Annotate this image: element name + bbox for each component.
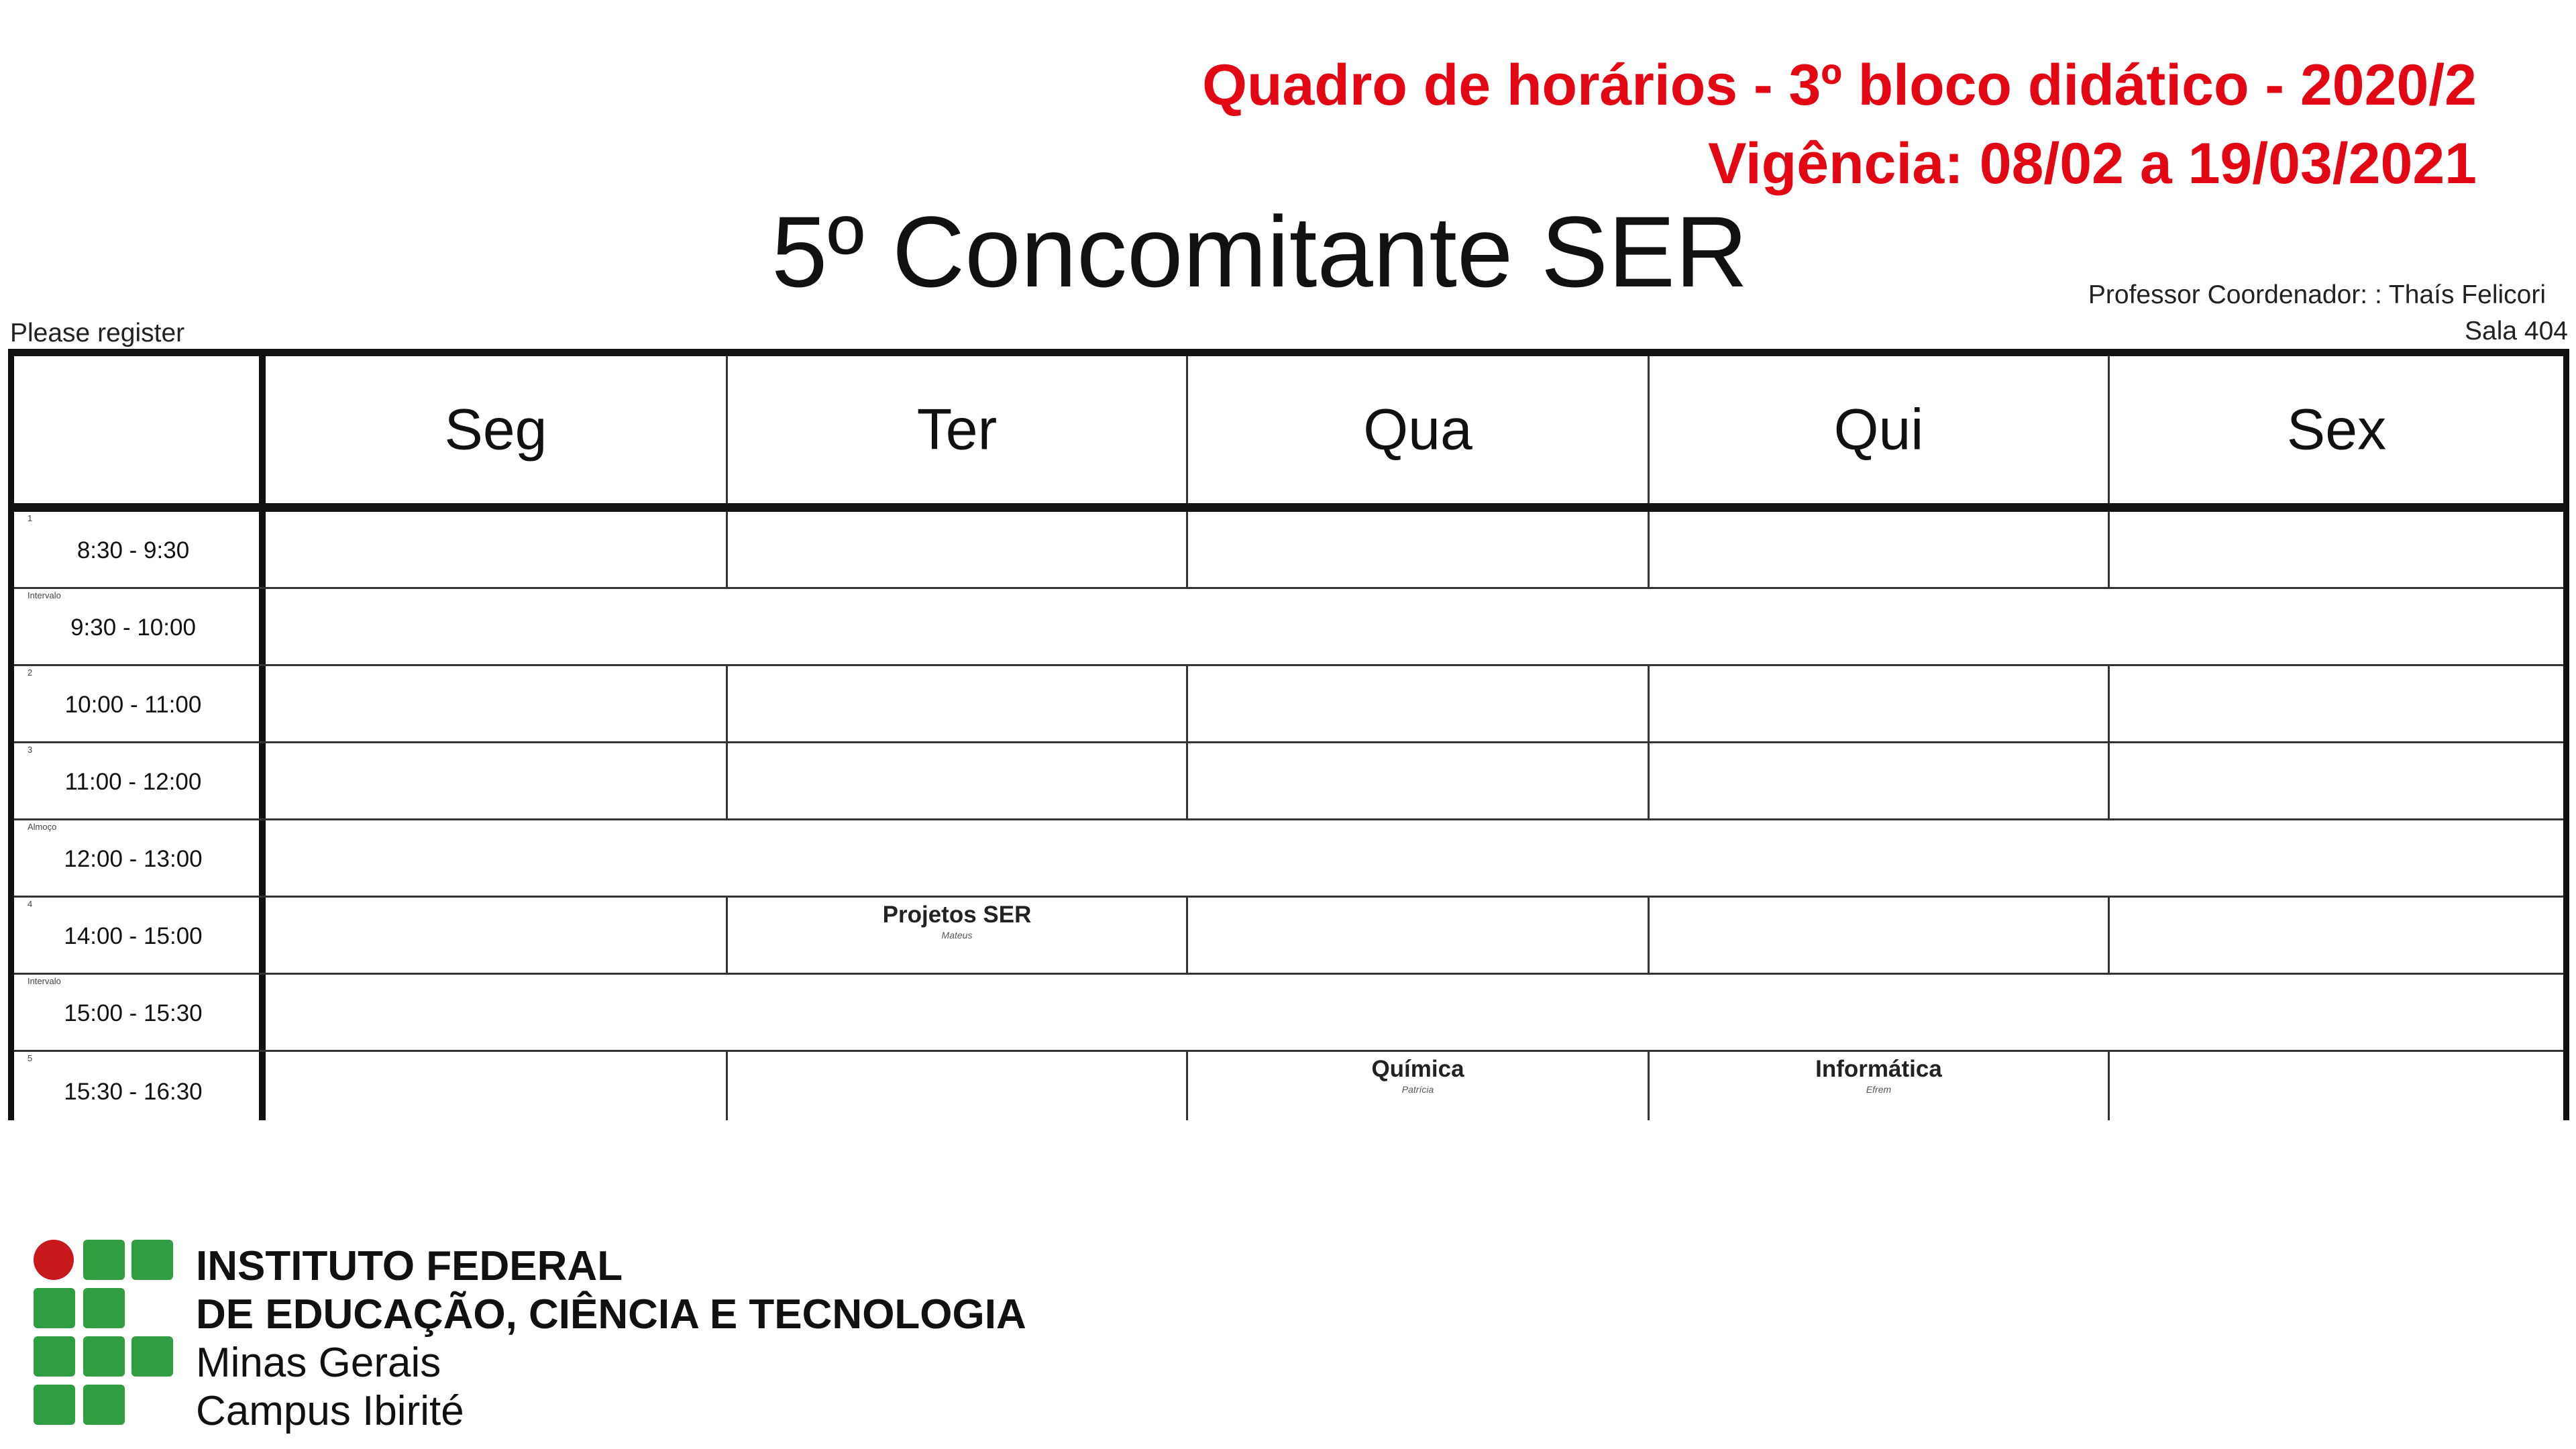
logo-square [83,1385,125,1425]
day-label: Qui [1833,397,1924,462]
time-cell [14,743,266,818]
institute-logo-icon [34,1240,174,1428]
validity-period: Vigência: 08/02 a 19/03/2021 [1708,131,2477,196]
schedule-cell [2108,666,2563,741]
header-day-seg [266,356,726,503]
slot-time: 11:00 - 12:00 [64,769,202,795]
logo-line-campus: Campus Ibirité [196,1388,464,1434]
logo-square [83,1336,125,1377]
class-teacher: Efrem [1866,1084,1892,1095]
day-label: Seg [444,397,547,462]
slot-time: 15:30 - 16:30 [64,1078,203,1105]
break-cell [266,975,2563,1050]
break-row [14,820,2563,898]
schedule-title: Quadro de horários - 3º bloco didático - 2020/2 [1202,53,2477,117]
slot-number: 5 [28,1053,33,1063]
time-cell [14,898,266,973]
time-cell [14,975,266,1050]
slot-row [14,1052,2563,1120]
header-corner-cell [14,356,266,503]
schedule-cell [2108,1052,2563,1120]
logo-line-education: DE EDUCAÇÃO, CIÊNCIA E TECNOLOGIA [196,1291,1026,1338]
break-row [14,589,2563,666]
coordinator-label: Professor Coordenador: : Thaís Felicori [2088,280,2546,309]
class-teacher: Patrícia [1401,1084,1434,1095]
schedule-cell-projetos [726,898,1186,973]
break-cell [266,820,2563,896]
slot-row [14,898,2563,975]
class-title: 5º Concomitante SER [771,195,1748,308]
header-day-ter [726,356,1186,503]
slot-row [14,512,2563,589]
time-cell [14,589,266,664]
slot-time: 15:00 - 15:30 [64,1000,203,1026]
slot-number: 3 [28,745,33,755]
schedule-cell [1648,512,2108,587]
break-row [14,975,2563,1052]
schedule-cell [726,666,1186,741]
schedule-cell [266,743,726,818]
logo-square [83,1288,125,1328]
time-cell [14,666,266,741]
slot-label: Intervalo [28,590,61,600]
class-teacher: Mateus [941,930,973,941]
schedule-cell-informatica [1648,1052,2108,1120]
break-cell [266,589,2563,664]
schedule-cell [266,666,726,741]
day-label: Sex [2286,397,2387,462]
slot-time: 8:30 - 9:30 [76,537,190,564]
logo-line-state: Minas Gerais [196,1340,441,1386]
room-label: Sala 404 [2465,317,2568,345]
logo-square [83,1240,125,1280]
time-cell [14,820,266,896]
slot-label: Intervalo [28,976,61,986]
class-subject: Projetos SER [882,902,1032,928]
logo-square [131,1336,173,1377]
timetable [8,349,2569,1120]
logo-square [131,1240,173,1280]
time-cell [14,512,266,587]
schedule-cell [726,1052,1186,1120]
slot-row [14,666,2563,743]
slot-row [14,743,2563,820]
day-label: Qua [1363,397,1472,462]
header-day-qui [1648,356,2108,503]
slot-time: 14:00 - 15:00 [64,923,203,949]
header-day-sex [2108,356,2563,503]
schedule-cell [1648,743,2108,818]
header-day-qua [1186,356,1648,503]
class-subject: Química [1371,1056,1464,1082]
schedule-cell [1648,666,2108,741]
slot-number: 2 [28,667,33,678]
slot-time: 10:00 - 11:00 [64,692,202,718]
day-label: Ter [916,397,998,462]
schedule-cell [266,1052,726,1120]
schedule-cell [726,512,1186,587]
slot-number: 1 [28,513,33,523]
slot-label: Almoço [28,822,57,832]
schedule-cell [266,512,726,587]
schedule-cell [1186,666,1648,741]
schedule-cell [1648,898,2108,973]
schedule-cell [1186,512,1648,587]
slot-time: 12:00 - 13:00 [64,846,203,872]
schedule-cell-quimica [1186,1052,1648,1120]
schedule-cell [2108,898,2563,973]
logo-square [34,1288,75,1328]
logo-line-institute: INSTITUTO FEDERAL [196,1243,623,1289]
register-note: Please register [10,319,185,347]
schedule-cell [726,743,1186,818]
time-cell [14,1052,266,1120]
schedule-cell [2108,512,2563,587]
schedule-cell [2108,743,2563,818]
class-subject: Informática [1815,1056,1942,1082]
logo-square [34,1385,75,1425]
logo-red-dot [34,1240,74,1280]
schedule-cell [266,898,726,973]
logo-square [34,1336,75,1377]
slot-time: 9:30 - 10:00 [70,614,196,641]
timetable-header [14,356,2563,512]
slot-number: 4 [28,899,33,909]
schedule-cell [1186,898,1648,973]
schedule-cell [1186,743,1648,818]
